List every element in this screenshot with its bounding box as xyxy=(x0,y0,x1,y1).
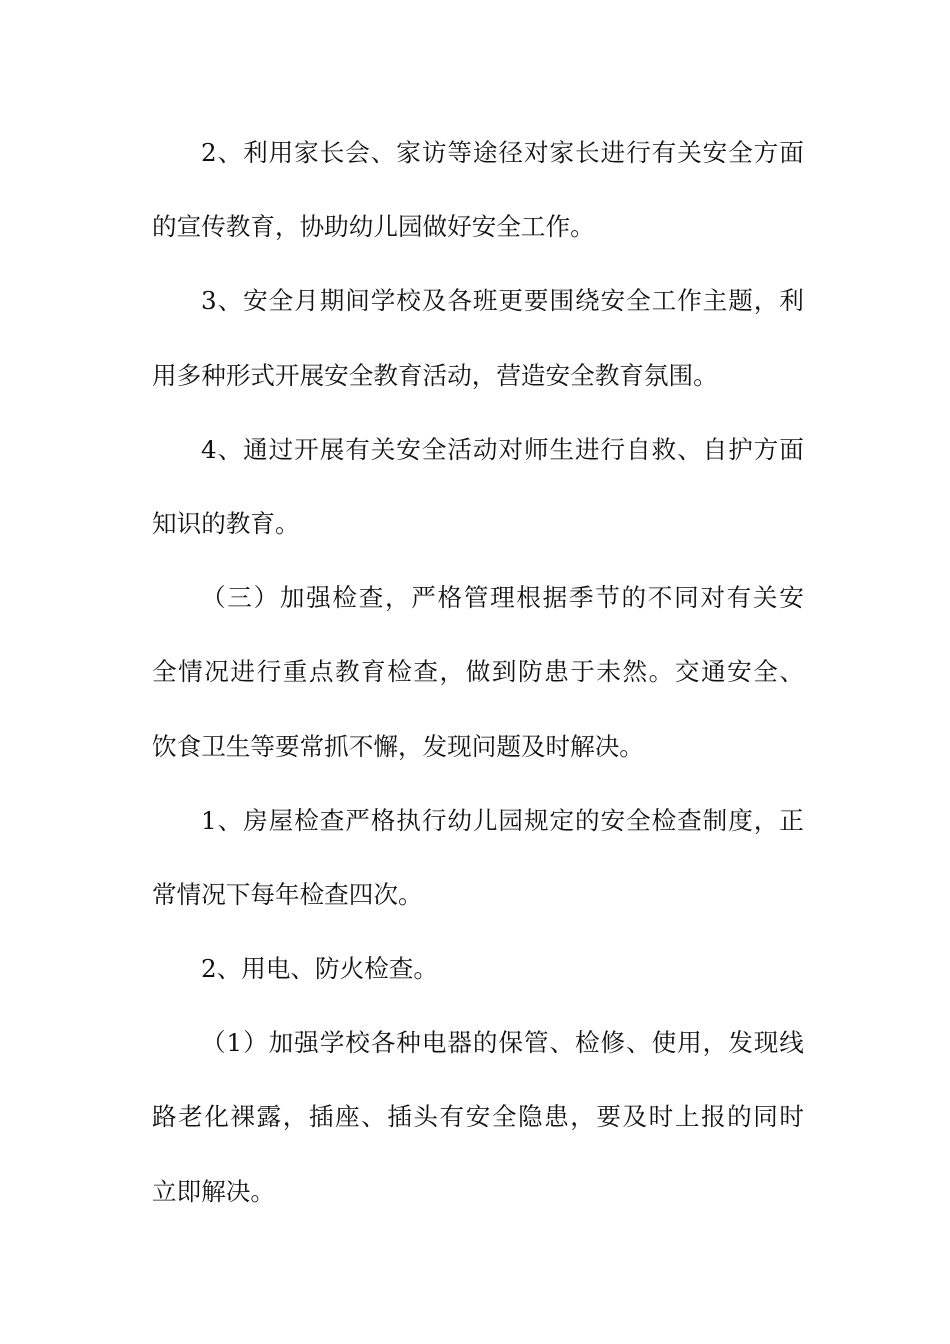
text-line: 饮食卫生等要常抓不懈，发现问题及时解决。 xyxy=(152,731,644,761)
text-line: 1 、 房 屋 检 查 严 格 执 行 幼 儿 园 规 定 的 安 全 检 查 制 度 ， 正 xyxy=(201,805,804,835)
text-line: 全 情 况 进 行 重 点 教 育 检 查 ， 做 到 防 患 于 未 然 。 交 通 安 全 、 xyxy=(152,657,804,687)
text-line: 2、用电、防火检查。 xyxy=(201,954,438,984)
text-line: 4 、 通 过 开 展 有 关 安 全 活 动 对 师 生 进 行 自 救 、 自 护 方 面 xyxy=(201,434,804,464)
text-line: 2 、 利 用 家 长 会 、 家 访 等 途 径 对 家 长 进 行 有 关 安 全 方 面 xyxy=(201,138,804,167)
text-line: 用多种形式开展安全教育活动，营造安全教育氛围。 xyxy=(152,360,718,390)
text-line: 常情况下每年检查四次。 xyxy=(152,879,423,909)
text-line: （ 三 ） 加 强 检 查 ， 严 格 管 理 根 据 季 节 的 不 同 对 有 关 安 xyxy=(201,583,804,613)
text-line: 知识的教育。 xyxy=(152,508,300,538)
document-body xyxy=(152,128,804,1241)
text-line: 3 、 安 全 月 期 间 学 校 及 各 班 更 要 围 绕 安 全 工 作 主 题 ， 利 xyxy=(201,286,804,316)
text-line: 的宣传教育，协助幼儿园做好安全工作。 xyxy=(152,212,595,242)
text-line: 立即解决。 xyxy=(152,1176,275,1206)
text-line: （ 1 ） 加 强 学 校 各 种 电 器 的 保 管 、 检 修 、 使 用 ， 发 现 线 xyxy=(201,1028,804,1058)
text-line: 路 老 化 裸 露 ， 插 座 、 插 头 有 安 全 隐 患 ， 要 及 时 上 报 的 同 时 xyxy=(152,1102,804,1132)
